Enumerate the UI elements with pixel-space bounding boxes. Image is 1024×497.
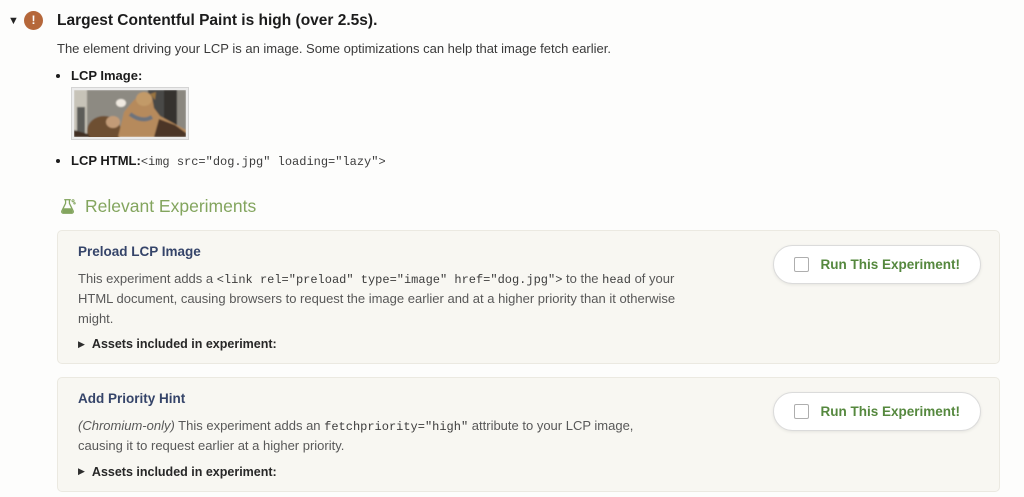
assets-included-toggle[interactable]	[78, 465, 678, 479]
experiment-card-preload-lcp-image	[57, 230, 1000, 364]
lcp-image-thumbnail	[71, 87, 189, 140]
experiment-card-add-priority-hint	[57, 377, 1000, 492]
experiment-description: (Chromium-only) This experiment adds an fetchpriority="high" attribute to your LCP image, causing it to request earlier at a higher priority.	[78, 418, 634, 453]
audit-title: Largest Contentful Paint is high (over 2.5s).	[57, 11, 378, 29]
head-code: head	[602, 273, 631, 287]
run-experiment-checkbox[interactable]	[794, 404, 809, 419]
fetchpriority-code: fetchpriority="high"	[324, 420, 469, 434]
audit-header	[0, 11, 1024, 30]
expand-right-triangle-icon: ▶	[78, 338, 85, 349]
assets-included-toggle[interactable]	[78, 337, 678, 351]
run-experiment-label: Run This Experiment!	[820, 404, 960, 419]
expand-right-triangle-icon: ▶	[78, 466, 85, 476]
experiment-title: Add Priority Hint	[78, 391, 186, 406]
flask-icon	[59, 198, 76, 215]
collapse-triangle-icon[interactable]: ▼	[8, 14, 19, 27]
chromium-only-note: (Chromium-only)	[78, 418, 175, 433]
experiment-title: Preload LCP Image	[78, 244, 201, 259]
relevant-experiments-title: Relevant Experiments	[85, 196, 257, 216]
lcp-image-label: LCP Image:	[71, 68, 143, 83]
warning-icon: !	[24, 11, 43, 30]
preload-link-code: <link rel="preload" type="image" href="dog.jpg">	[216, 273, 563, 287]
lcp-html-item	[71, 153, 1024, 169]
run-experiment-checkbox[interactable]	[794, 257, 809, 272]
assets-included-label: Assets included in experiment:	[91, 464, 277, 479]
lcp-image-item	[71, 68, 1024, 140]
run-experiment-button[interactable]	[773, 392, 981, 431]
dog-photo	[74, 90, 186, 137]
run-experiment-button[interactable]	[773, 245, 981, 284]
lcp-html-code: <img src="dog.jpg" loading="lazy">	[140, 155, 386, 169]
relevant-experiments-heading	[59, 196, 1024, 217]
lcp-detail-list	[57, 68, 1024, 169]
lcp-html-label: LCP HTML:	[71, 153, 141, 168]
assets-included-label: Assets included in experiment:	[91, 337, 277, 351]
run-experiment-label: Run This Experiment!	[820, 257, 960, 272]
experiment-description: This experiment adds a <link rel="preload" type="image" href="dog.jpg"> to the head of your HTML document, causing browsers to request the image earlier and at a higher priority than it otherwise might.	[78, 271, 676, 326]
audit-description: The element driving your LCP is an image. Some optimizations can help that image fetch earlier.	[57, 41, 611, 56]
